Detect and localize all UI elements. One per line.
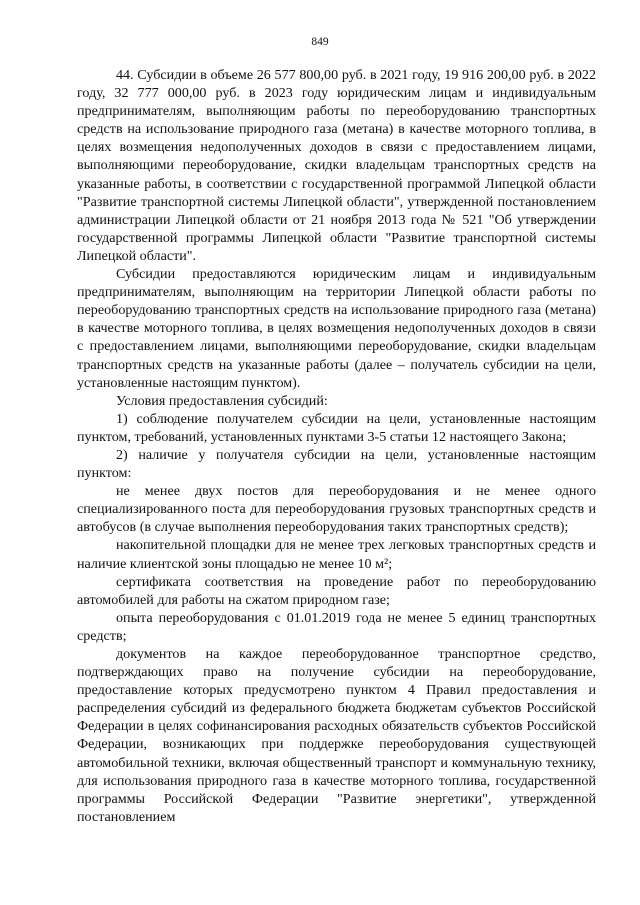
paragraph-certificate-requirement: сертификата соответствия на проведение работ по переоборудованию автомобилей для работы на сжатом природном газе; bbox=[77, 573, 596, 608]
paragraph-storage-area-requirement: накопительной площадки для не менее трех легковых транспортных средств и наличие клиентской зоны площадью не менее 10 м²; bbox=[77, 537, 596, 572]
paragraph-posts-requirement: не менее двух постов для переоборудования и не менее одного специализированного поста для переоборудования грузовых транспортных средств и автобусов (в случае выполнения переоборудования таких транспортных средств); bbox=[77, 483, 596, 536]
paragraph-subsidy-recipients: Субсидии предоставляются юридическим лицам и индивидуальным предпринимателям, выполняющим на территории Липецкой области работы по переоборудованию транспортных средств на использование природного газа (метана) в качестве моторного топлива, в целях возмещения недополученных доходов в связи с предоставлением лицами, выполняющими переоборудование, скидки владельцам транспортных средств на указанные работы (далее – получатель субсидии на цели, установленные настоящим пунктом). bbox=[77, 266, 596, 391]
paragraph-experience-requirement: опыта переоборудования с 01.01.2019 года не менее 5 единиц транспортных средств; bbox=[77, 609, 596, 644]
paragraph-documents-requirement: документов на каждое переоборудованное транспортное средство, подтверждающих право на получение субсидии на переоборудование, предоставление которых предусмотрено пунктом 4 Правил предоставления и распределения субсидий из федерального бюджета бюджетам субъектов Российской Федерации в целях софинансирования расходных обязательств субъектов Российской Федерации, возникающих при поддержке переоборудования существующей автомобильной техники, включая общественный транспорт и коммунальную технику, для использования природного газа в качестве моторного топлива, государственной программы Российской Федерации "Развитие энергетики", утвержденной постановлением bbox=[77, 646, 596, 825]
page-number: 849 bbox=[311, 36, 329, 48]
document-body bbox=[77, 66, 596, 826]
paragraph-item-44: 44. Субсидии в объеме 26 577 800,00 руб. в 2021 году, 19 916 200,00 руб. в 2022 году, 32 777 000,00 руб. в 2023 году юридическим лицам и индивидуальным предпринимателям, выполняющим работы по переоборудованию транспортных средств на использование природного газа (метана) в качестве моторного топлива, в целях возмещения недополученных доходов в связи с предоставлением лицами, выполняющими переоборудование, скидки владельцам транспортных средств на указанные работы, в соответствии с государственной программой Липецкой области "Развитие транспортной системы Липецкой области", утвержденной постановлением администрации Липецкой области от 21 ноября 2013 года № 521 "Об утверждении государственной программы Липецкой области "Развитие транспортной системы Липецкой области". bbox=[77, 67, 596, 264]
paragraph-condition-2: 2) наличие у получателя субсидии на цели, установленные настоящим пунктом: bbox=[77, 446, 596, 482]
paragraph-conditions-heading: Условия предоставления субсидий: bbox=[116, 392, 328, 409]
paragraph-condition-1: 1) соблюдение получателем субсидии на цели, установленные настоящим пунктом, требований, установленных пунктами 3-5 статьи 12 настоящего Закона; bbox=[77, 410, 596, 445]
